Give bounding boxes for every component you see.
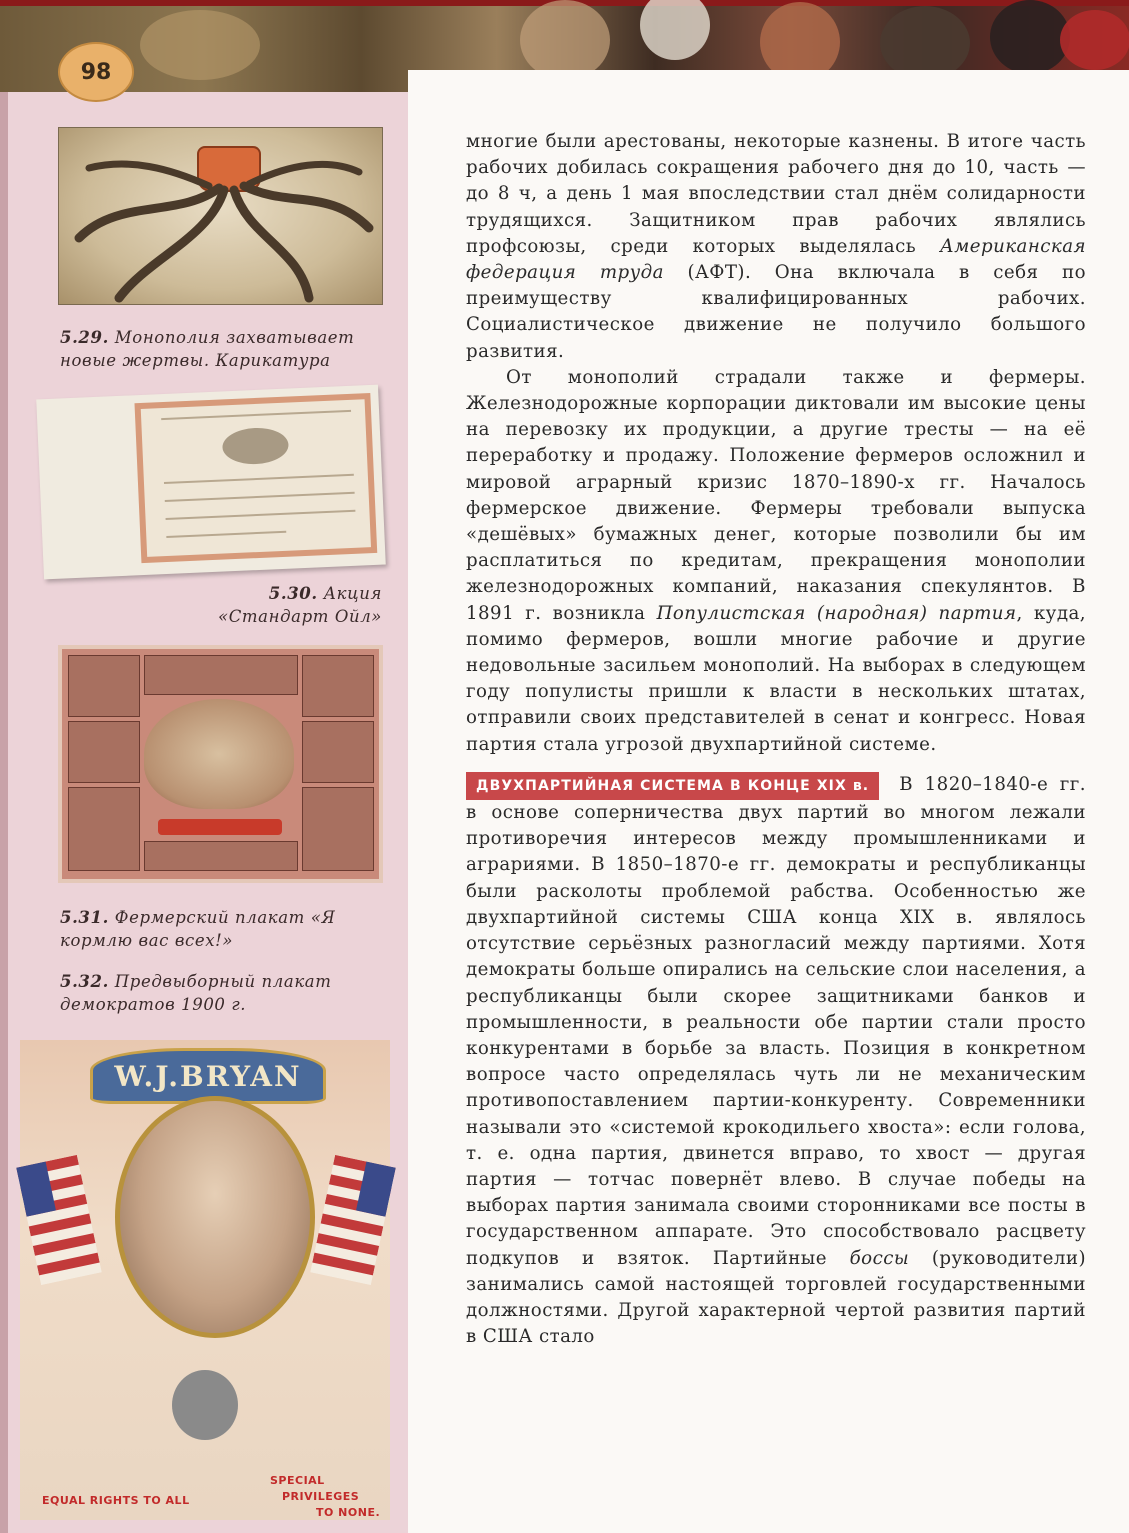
- caption-number: 5.29.: [60, 328, 109, 347]
- caption-number: 5.31.: [60, 908, 109, 927]
- poster-panel: [144, 841, 298, 871]
- us-flag-icon: [16, 1155, 102, 1285]
- text-run: (руководители) занимались самой настоящей торговлей государственными должностями. Другой характерной чертой развития партий в США стало: [466, 1247, 1086, 1348]
- poster-panel: [68, 721, 140, 783]
- certificate-vignette: [222, 427, 290, 466]
- caption-text: «Стандарт Ойл»: [218, 607, 382, 626]
- caption-text: Фермерский плакат «Я кормлю вас всех!»: [60, 908, 336, 950]
- collage-figure: [990, 0, 1070, 74]
- us-flag-icon: [310, 1155, 396, 1285]
- collage-figure: [520, 0, 610, 80]
- poster-panel: [68, 655, 140, 717]
- collage-figure: [880, 6, 970, 80]
- caption-5-30: [200, 582, 382, 628]
- poster-panel: [144, 655, 298, 695]
- page-number: 98: [58, 42, 134, 102]
- figure-monopoly-cartoon: [58, 127, 383, 305]
- sidebar-edge: [0, 92, 8, 1533]
- poster-emblem: [172, 1370, 238, 1440]
- term-italic: Американская федерация труда: [466, 235, 1087, 284]
- poster-panel: [302, 787, 374, 871]
- bryan-portrait: [115, 1096, 315, 1338]
- poster-center-vignette: [144, 699, 294, 809]
- caption-text: Монополия захватывает новые жертвы. Карикатура: [60, 328, 355, 370]
- certificate-line: [166, 510, 356, 520]
- term-italic: боссы: [849, 1247, 910, 1269]
- body-text: [466, 129, 1086, 1350]
- caption-5-29: [60, 326, 390, 372]
- certificate-line: [161, 410, 351, 420]
- term-italic: Популистская (народная) партия: [656, 602, 1017, 624]
- certificate-line: [166, 531, 286, 538]
- poster-panel: [302, 655, 374, 717]
- certificate-line: [164, 474, 354, 484]
- figure-bryan-poster: [20, 1040, 390, 1520]
- certificate-line: [165, 492, 355, 502]
- poster-slogan-left: EQUAL RIGHTS TO ALL: [42, 1494, 190, 1507]
- poster-ribbon: [158, 819, 282, 835]
- text-run: (АФТ). Она включала в себя по преимуществу квалифицированных рабочих. Социалистическое движение не получило большого развития.: [466, 262, 1087, 362]
- poster-panel: [302, 721, 374, 783]
- text-run: В 1820–1840-е гг. в основе соперничества двух партий во многом лежали противоречия интересов между промышленниками и аграриями. В 1850–1870-е гг. демократы и республиканцы были расколоты проблемой рабства. Особенностью же двухпартийной системы США конца XIX в. являлось отсутствие серьёзных разногласий между партиями. Хотя демократы больше опирались на сельские слои населения, а республиканцы были скорее защитниками банков и промышленности, в реальности обе партии стали просто конкурентами в борьбе за власть. Позиция в конкретном вопросе часто определялась чуть ли не механическим противопоставлением партии-конкуренту. Современники называли это «системой крокодильего хвоста»: если голова, т. е. одна партия, двинется вправо, то хвост — другая партия — тотчас повернёт влево. В случае победы на выборах партия занимала своими сторонниками все посты в государственном аппарате. Это способствовало расцвету подкупов и взяток. Партийные: [466, 773, 1086, 1269]
- collage-figure: [640, 0, 710, 60]
- paragraph: [466, 365, 1086, 758]
- caption-number: 5.32.: [60, 972, 109, 991]
- caption-number: 5.30.: [268, 584, 318, 603]
- caption-5-32: [60, 970, 370, 1016]
- paragraph: [466, 129, 1086, 365]
- collage-figure: [1060, 10, 1129, 70]
- figure-farmer-poster: [58, 645, 383, 883]
- text-run: многие были арестованы, некоторые казнены. В итоге часть рабочих добилась сокращения рабочего дня до 10, часть — до 8 ч, а день 1 мая впоследствии стал днём солидарности трудящихся. Защитником прав рабочих являлись профсоюзы, среди которых выделялась: [466, 131, 1086, 257]
- caption-text: Предвыборный плакат демократов 1900 г.: [60, 972, 332, 1014]
- poster-slogan-right-1: SPECIAL: [270, 1474, 325, 1487]
- poster-slogan-right-3: TO NONE.: [316, 1506, 381, 1519]
- poster-banner: W.J.BRYAN: [90, 1048, 326, 1104]
- poster-slogan-right-2: PRIVILEGES: [282, 1490, 360, 1503]
- certificate-frame: [134, 393, 377, 563]
- paragraph: [466, 772, 1086, 1350]
- text-run: , куда, помимо фермеров, вошли многие рабочие и другие недовольные засильем монополий. На выборах в следующем году популисты пришли к власти в нескольких штатах, отправили своих представителей в сенат и конгресс. Новая партия стала угрозой двухпартийной системе.: [466, 602, 1087, 755]
- octopus-tentacles: [59, 128, 384, 306]
- caption-text: Акция: [323, 584, 382, 603]
- text-run: От монополий страдали также и фермеры. Железнодорожные корпорации диктовали им высокие цены на перевозку их продукции, а другие тресты — на её переработку и продажу. Положение фермеров осложнил и мировой аграрный кризис 1870–1890-х гг. Началось фермерское движение. Фермеры требовали выпуска «дешёвых» бумажных денег, которые позволили бы им расплатиться по кредитам, прекращения монополии железнодорожных компаний, наказания спекулянтов. В 1891 г. возникла: [466, 366, 1086, 624]
- figure-stock-certificate: [36, 385, 386, 580]
- spacer: [466, 758, 1086, 772]
- section-heading: ДВУХПАРТИЙНАЯ СИСТЕМА В КОНЦЕ XIX в.: [466, 772, 879, 800]
- caption-5-31: [60, 906, 360, 952]
- collage-figure: [140, 10, 260, 80]
- poster-panel: [68, 787, 140, 871]
